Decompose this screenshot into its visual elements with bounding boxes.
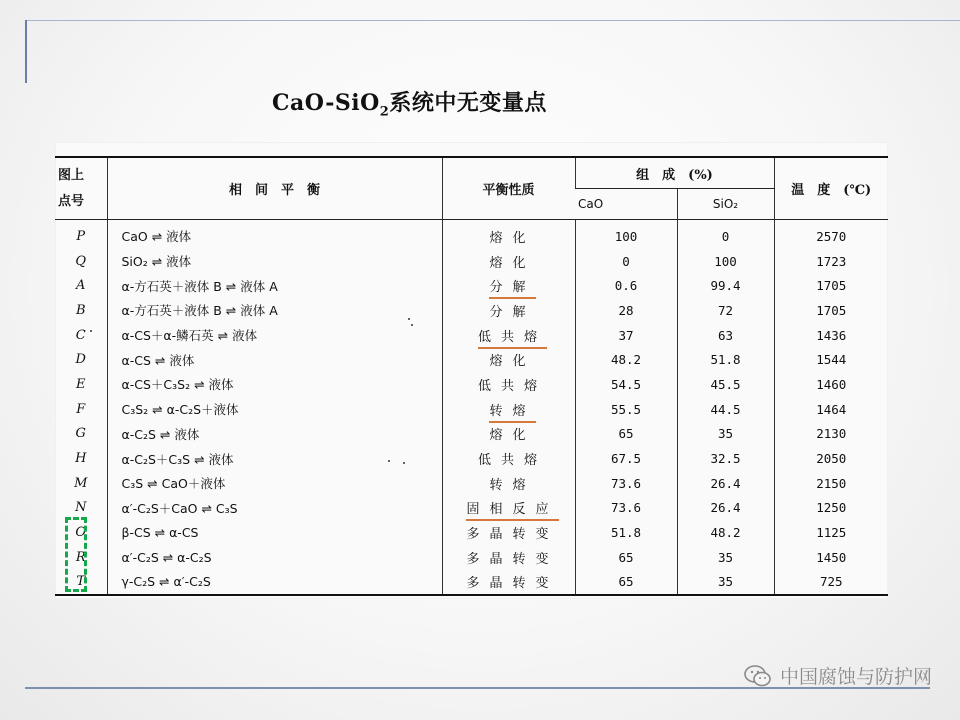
row-sio2-text: 72 [717,302,734,318]
slide-title-subscript: 2 [379,104,390,120]
row-sio2-text: 35 [717,426,734,442]
row-sio2-text: 51.8 [710,352,741,368]
row-nature-text: 熔化 [489,255,536,271]
row-nature-text: 多晶转变 [466,527,559,543]
row-temp-text: 1723 [816,253,847,269]
row-sio2 [677,570,774,596]
row-point [55,323,107,348]
table-row [55,397,888,422]
row-sio2 [677,273,774,298]
row-cao [575,570,677,596]
row-phase-text: β-CS ⇌ α-CS [121,525,199,541]
header-temperature: 温 度 (℃) [774,157,888,220]
row-nature [442,422,575,447]
row-sio2-text: 32.5 [710,451,741,467]
row-point-text: T [76,574,86,590]
row-nature-text: 熔化 [489,354,536,370]
row-temp-text: 1464 [816,401,847,417]
row-temp-text: 1705 [816,278,847,294]
row-cao-text: 55.5 [610,401,642,417]
row-phase-text: α′-C₂S＋CaO ⇌ C₃S [121,500,238,516]
row-temp [774,397,888,422]
row-sio2 [677,422,774,447]
row-sio2-text: 35 [717,574,734,590]
row-point [55,298,107,323]
row-phase-text: α-C₂S ⇌ 液体 [121,426,200,442]
slide-title [272,86,547,119]
row-temp [774,249,888,274]
row-cao-text: 28 [618,302,634,318]
row-temp-text: 1460 [816,376,847,392]
row-sio2 [677,323,774,348]
row-point [55,220,107,249]
row-phase [107,446,442,471]
row-sio2-text: 35 [717,549,734,565]
row-nature [442,520,575,545]
row-phase-text: α-CS＋C₃S₂ ⇌ 液体 [121,377,234,393]
row-sio2 [677,496,774,521]
row-cao [575,323,677,348]
row-point-text: A [76,278,86,294]
table-row [55,570,888,596]
row-phase [107,372,442,397]
row-point-text: G [75,426,86,442]
row-cao-text: 65 [618,549,634,565]
table-row [55,446,888,471]
header-point [55,157,107,220]
row-point-text: C [75,327,86,343]
row-phase-text: α′-C₂S ⇌ α-C₂S [121,549,212,565]
row-point [55,372,107,397]
row-point-text: P [76,228,86,244]
row-cao-text: 54.5 [610,376,642,392]
row-cao-text: 73.6 [610,500,642,516]
row-phase [107,422,442,447]
row-phase-text: γ-C₂S ⇌ α′-C₂S [121,574,211,590]
row-sio2-text: 99.4 [710,278,741,294]
row-point-text: N [75,500,87,516]
row-sio2 [677,372,774,397]
row-cao [575,422,677,447]
row-nature [442,496,575,521]
row-cao [575,520,677,545]
row-point [55,446,107,471]
row-temp-text: 1125 [816,525,847,541]
row-phase-text: α-CS＋α-鳞石英 ⇌ 液体 [121,328,258,344]
row-nature [442,249,575,274]
row-nature-text: 低共熔 [477,453,547,469]
row-sio2-text: 45.5 [710,376,741,392]
table-row [55,249,888,274]
row-temp-text: 2050 [816,451,847,467]
table-row [55,372,888,397]
row-temp-text: 2130 [816,426,847,442]
row-nature-text: 低共熔 [477,378,547,394]
row-nature-text: 低共熔 [478,330,547,349]
row-temp [774,220,888,249]
row-cao [575,347,677,372]
table-row [55,273,888,298]
row-temp [774,520,888,545]
row-point [55,471,107,496]
row-phase [107,520,442,545]
slide-frame-left-line [25,20,27,83]
table-row [55,471,888,496]
row-nature-text: 转熔 [489,404,535,423]
header-nature: 平衡性质 [442,157,575,220]
row-temp-text: 1250 [816,500,847,516]
row-point-text: D [75,352,86,368]
row-nature-text: 分解 [489,280,535,299]
row-temp [774,446,888,471]
row-point [55,249,107,274]
row-sio2 [677,249,774,274]
header-point-line2: 点号 [58,193,85,209]
row-cao-text: 37 [618,327,634,343]
row-point-text: Q [75,253,87,269]
row-phase [107,496,442,521]
row-cao [575,298,677,323]
row-cao [575,273,677,298]
table-row [55,323,888,348]
row-temp [774,496,888,521]
row-cao-text: 65 [618,426,634,442]
row-phase-text: SiO₂ ⇌ 液体 [121,254,192,270]
row-cao [575,471,677,496]
table-row [55,422,888,447]
header-composition: 组 成 (%) [575,157,774,189]
row-nature-text: 熔化 [489,428,536,444]
row-nature [442,372,575,397]
row-point [55,397,107,422]
row-sio2 [677,446,774,471]
table-row [55,545,888,570]
row-sio2-text: 26.4 [710,500,741,516]
slide-title-main: CaO-SiO [272,90,380,116]
row-cao-text: 0 [622,253,630,269]
row-temp-text: 1436 [816,327,847,343]
highlight-dashed-box [65,517,87,592]
row-sio2 [677,471,774,496]
row-point-text: O [75,525,87,541]
row-nature-text: 转熔 [489,477,536,493]
row-temp [774,347,888,372]
row-phase-text: CaO ⇌ 液体 [121,229,192,245]
row-sio2 [677,347,774,372]
row-phase-text: α-CS ⇌ 液体 [121,352,195,368]
row-cao-text: 0.6 [614,278,638,294]
row-point [55,273,107,298]
row-nature [442,220,575,249]
table-row [55,520,888,545]
row-cao [575,249,677,274]
slide-frame-top-line [25,20,960,21]
row-cao [575,372,677,397]
row-phase [107,471,442,496]
row-sio2 [677,520,774,545]
row-nature-text: 分解 [489,304,536,320]
row-temp [774,422,888,447]
invariant-points-table-image [55,142,888,599]
row-temp [774,298,888,323]
table-row [55,347,888,372]
header-cao: CaO [575,189,677,220]
row-cao [575,446,677,471]
row-nature-text: 多晶转变 [466,551,559,567]
row-cao [575,220,677,249]
row-sio2-text: 26.4 [710,475,741,491]
table-row [55,496,888,521]
row-nature [442,570,575,596]
row-cao [575,397,677,422]
row-nature [442,397,575,422]
row-cao-text: 48.2 [610,352,642,368]
row-phase [107,273,442,298]
row-cao-text: 100 [614,228,638,244]
watermark-text: 中国腐蚀与防护网 [779,666,932,688]
row-nature [442,273,575,298]
row-phase-text: C₃S₂ ⇌ α-C₂S＋液体 [121,402,239,418]
row-nature [442,298,575,323]
header-sio2: SiO₂ [677,189,774,220]
row-temp-text: 1544 [816,352,847,368]
row-temp-text: 725 [819,574,843,590]
row-phase-text: α-方石英＋液体 B ⇌ 液体 A [121,278,278,294]
row-temp [774,273,888,298]
row-nature [442,347,575,372]
row-sio2-text: 44.5 [710,401,741,417]
row-point [55,347,107,372]
row-sio2-text: 100 [714,253,737,269]
row-point-text: R [75,549,86,565]
row-nature-text: 固相反应 [466,502,558,521]
row-point-text: E [76,376,86,392]
row-sio2-text: 63 [717,327,734,343]
row-temp-text: 1705 [816,302,847,318]
row-nature [442,446,575,471]
wechat-icon [744,664,772,688]
row-cao-text: 51.8 [610,525,642,541]
row-phase-text: C₃S ⇌ CaO＋液体 [121,476,226,492]
row-cao [575,496,677,521]
header-phase-equilibrium: 相 间 平 衡 [107,157,442,220]
header-point-line1: 图上 [58,167,85,183]
row-phase [107,323,442,348]
row-sio2 [677,545,774,570]
row-phase [107,298,442,323]
row-cao-text: 67.5 [610,451,642,467]
invariant-points-table [55,156,888,596]
row-temp [774,471,888,496]
table-row [55,220,888,249]
row-cao-text: 73.6 [610,475,642,491]
row-sio2-text: 48.2 [710,525,741,541]
row-phase [107,397,442,422]
table-row [55,298,888,323]
row-phase [107,347,442,372]
row-point-text: M [74,475,88,491]
row-nature [442,471,575,496]
row-sio2-text: 0 [721,228,730,244]
row-temp [774,372,888,397]
row-temp-text: 2570 [816,228,847,244]
row-phase [107,545,442,570]
row-sio2 [677,397,774,422]
row-phase-text: α-C₂S＋C₃S ⇌ 液体 [121,451,234,467]
row-temp [774,323,888,348]
row-temp [774,545,888,570]
row-point-text: B [75,302,86,318]
row-nature-text: 熔化 [489,230,536,246]
row-phase [107,220,442,249]
slide-title-rest: 系统中无变量点 [389,90,547,116]
row-nature-text: 多晶转变 [466,576,559,592]
row-cao-text: 65 [618,574,634,590]
row-cao [575,545,677,570]
watermark [744,662,932,689]
row-nature [442,545,575,570]
row-phase-text: α-方石英＋液体 B ⇌ 液体 A [121,303,278,319]
row-temp-text: 1450 [816,549,847,565]
row-point-text: H [75,451,87,467]
row-point [55,422,107,447]
row-nature [442,323,575,348]
row-temp [774,570,888,596]
row-phase [107,249,442,274]
row-sio2 [677,220,774,249]
row-phase [107,570,442,596]
row-point-text: F [76,401,86,417]
row-sio2 [677,298,774,323]
row-temp-text: 2150 [816,475,847,491]
